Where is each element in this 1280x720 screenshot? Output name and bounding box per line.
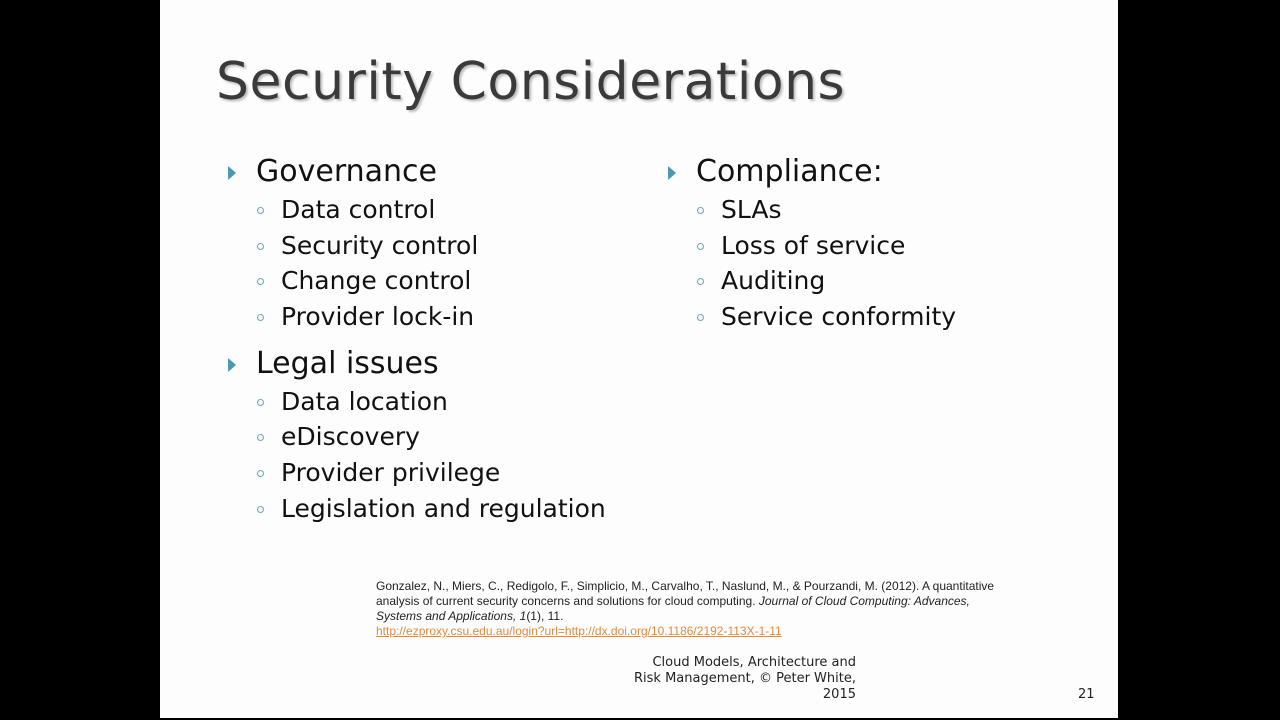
sub-bullet-circle-icon	[697, 243, 704, 250]
bullet-arrow-icon	[228, 166, 236, 180]
citation-issue: (1), 11.	[526, 609, 564, 623]
sub-bullet-circle-icon	[697, 278, 704, 285]
bullet-heading	[666, 152, 956, 192]
sub-bullet-circle-icon	[257, 207, 264, 214]
sub-bullet	[226, 228, 606, 264]
bullet-governance	[226, 152, 606, 335]
sub-bullet-text: Service conformity	[721, 302, 957, 332]
sub-bullet	[226, 192, 606, 228]
sub-bullet-text: Data location	[281, 386, 448, 416]
sub-bullet-text: Auditing	[721, 266, 826, 296]
sub-bullet-circle-icon	[697, 207, 704, 214]
sub-bullet-text: Change control	[281, 266, 472, 296]
sub-bullet	[666, 192, 956, 228]
bullet-heading-text: Compliance:	[696, 154, 883, 189]
sub-bullet-text: Data control	[281, 195, 436, 224]
right-column	[666, 152, 956, 335]
sub-bullet	[666, 228, 956, 264]
citation-link[interactable]: http://ezproxy.csu.edu.au/login?url=http://dx.doi.org/10.1186/2192-113X-1-11	[376, 624, 782, 638]
citation-authors: Gonzalez, N., Miers, C., Redigolo, F., Simplicio, M., Carvalho, T., Naslund, M., & Pourzandi, M. (2012). A quantitative analysis of current security concerns and solutions for cloud computing.	[376, 579, 995, 608]
sub-bullet	[666, 263, 956, 299]
bullet-legal-issues	[226, 344, 606, 527]
sub-bullet-text: Legislation and regulation	[281, 493, 606, 523]
sub-bullet-circle-icon	[257, 470, 264, 477]
sub-bullet	[226, 491, 606, 527]
bullet-heading	[226, 344, 606, 384]
sub-bullet-text: eDiscovery	[281, 422, 420, 452]
sub-bullet-circle-icon	[257, 399, 264, 406]
bullet-heading-text: Legal issues	[256, 345, 439, 381]
slide-footer	[630, 655, 856, 703]
sub-bullet-circle-icon	[257, 243, 264, 250]
citation	[376, 579, 996, 639]
slide-title: Security Considerations	[216, 52, 846, 112]
sub-bullet-circle-icon	[257, 278, 264, 285]
citation-journal: Journal of Cloud Computing: Advances, Systems and Applications, 1	[376, 594, 970, 623]
footer-line: Cloud Models, Architecture and	[652, 655, 856, 670]
bullet-heading-text: Governance	[256, 154, 437, 189]
left-column	[226, 152, 606, 527]
sub-bullet-circle-icon	[697, 314, 704, 321]
bullet-compliance	[666, 152, 956, 335]
sub-bullet-circle-icon	[257, 314, 264, 321]
footer-line: Risk Management, © Peter White,	[634, 671, 856, 686]
sub-bullet	[226, 419, 606, 455]
footer-line: 2015	[822, 687, 856, 702]
sub-bullet	[226, 263, 606, 299]
sub-bullet-text: SLAs	[721, 195, 782, 224]
sub-bullet-text: Provider privilege	[281, 458, 501, 488]
sub-bullet	[226, 455, 606, 491]
sub-bullet-text: Loss of service	[721, 230, 906, 260]
sub-bullet	[226, 384, 606, 420]
bullet-heading	[226, 152, 606, 192]
sub-bullet-text: Provider lock-in	[281, 302, 475, 332]
sub-bullet-circle-icon	[257, 434, 264, 441]
bullet-arrow-icon	[668, 166, 676, 180]
sub-bullet-text: Security control	[281, 230, 479, 260]
sub-bullet	[666, 299, 956, 335]
slide	[160, 0, 1118, 718]
sub-bullet	[226, 299, 606, 335]
page-number: 21	[1078, 687, 1095, 702]
bullet-arrow-icon	[228, 358, 236, 372]
sub-bullet-circle-icon	[257, 506, 264, 513]
